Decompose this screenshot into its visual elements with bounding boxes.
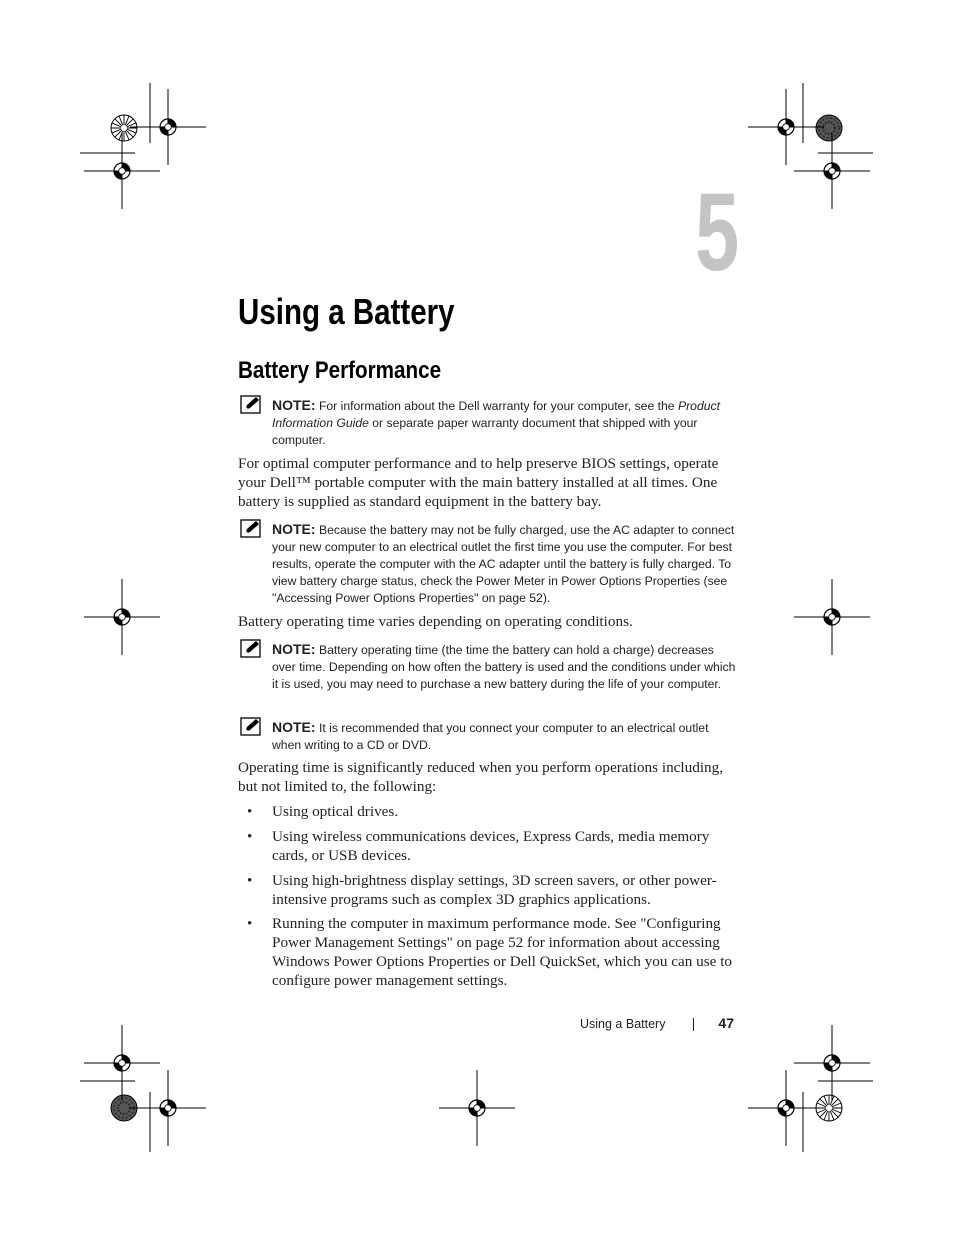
bullet-icon: • [247,803,253,820]
list-item-text: Using high-brightness display settings, 3D screen savers, or other power-intensive programs such as complex 3D graphics applications. [272,872,717,908]
note-text: For information about the Dell warranty for your computer, see the [315,399,678,413]
list-item [238,914,738,990]
note-warranty [238,397,738,449]
section-title: Battery Performance [238,357,442,384]
color-wheel-icon [111,115,137,141]
footer-title: Using a Battery [580,1017,666,1031]
note-cd-dvd [238,719,738,754]
note-text: Because the battery may not be fully charged, use the AC adapter to connect your new computer to an electrical outlet the first time you use the computer. For best results, operate the computer with the AC adapter until the battery is fully charged. To view battery charge status, check the Power Meter in Power Options Properties (see "Accessing Power Options Properties" on page 52). [272,523,735,605]
registration-mark-icon [748,89,824,165]
pencil-note-icon [240,639,262,659]
chapter-title: Using a Battery [238,291,455,332]
paragraph-reduced-time: Operating time is significantly reduced when you perform operations including, but not limited to, the following: [238,759,724,795]
list-item [238,802,738,821]
registration-mark-icon [130,1070,206,1146]
bullet-icon: • [247,828,253,845]
note-charge [238,521,738,607]
registration-mark-icon [794,133,870,209]
pencil-note-icon [240,519,262,539]
registration-mark-icon [748,1070,824,1146]
list-item [238,827,738,865]
paragraph-optimal-performance: For optimal computer performance and to help preserve BIOS settings, operate your Dell™ portable computer with the main battery installed at all times. One battery is supplied as standard equipment in the battery bay. [238,455,719,510]
registration-mark-icon [794,579,870,655]
color-wheel-icon [816,115,842,141]
registration-mark-icon [84,1025,160,1101]
page-footer [560,1014,736,1034]
list-item-text: Using optical drives. [272,803,399,820]
list-item-text: Using wireless communications devices, Express Cards, media memory cards, or USB devices. [272,828,710,864]
chapter-number: 5 [694,171,739,294]
registration-mark-icon [84,133,160,209]
paragraph-operating-time: Battery operating time varies depending on operating conditions. [238,613,633,630]
list-item [238,871,738,909]
note-label: NOTE: [272,719,316,735]
note-text: or separate paper warranty document that shipped with your computer. [272,416,698,447]
pencil-note-icon [240,395,262,415]
note-label: NOTE: [272,521,316,537]
note-emphasis: Product Information Guide [272,399,720,430]
note-operating-time [238,641,738,693]
note-label: NOTE: [272,397,316,413]
note-text: It is recommended that you connect your computer to an electrical outlet when writing to a CD or DVD. [272,721,709,752]
note-text: Battery operating time (the time the battery can hold a charge) decreases over time. Depending on how often the battery is used and the conditions under which it is used, you may need to purchase a new battery during the life of your computer. [272,643,736,691]
registration-mark-icon [130,89,206,165]
list-item-text: Running the computer in maximum performance mode. See "Configuring Power Management Settings" on page 52 for information about accessing Windows Power Options Properties or Dell QuickSet, which you can use to configure power management settings. [272,915,733,989]
bullet-icon: • [247,915,253,932]
page-number: 47 [718,1015,734,1031]
pencil-note-icon [240,717,262,737]
registration-mark-icon [84,579,160,655]
footer-separator [693,1018,694,1031]
note-label: NOTE: [272,641,316,657]
registration-mark-icon [439,1070,515,1146]
bullet-icon: • [247,872,253,889]
registration-mark-icon [794,1025,870,1101]
